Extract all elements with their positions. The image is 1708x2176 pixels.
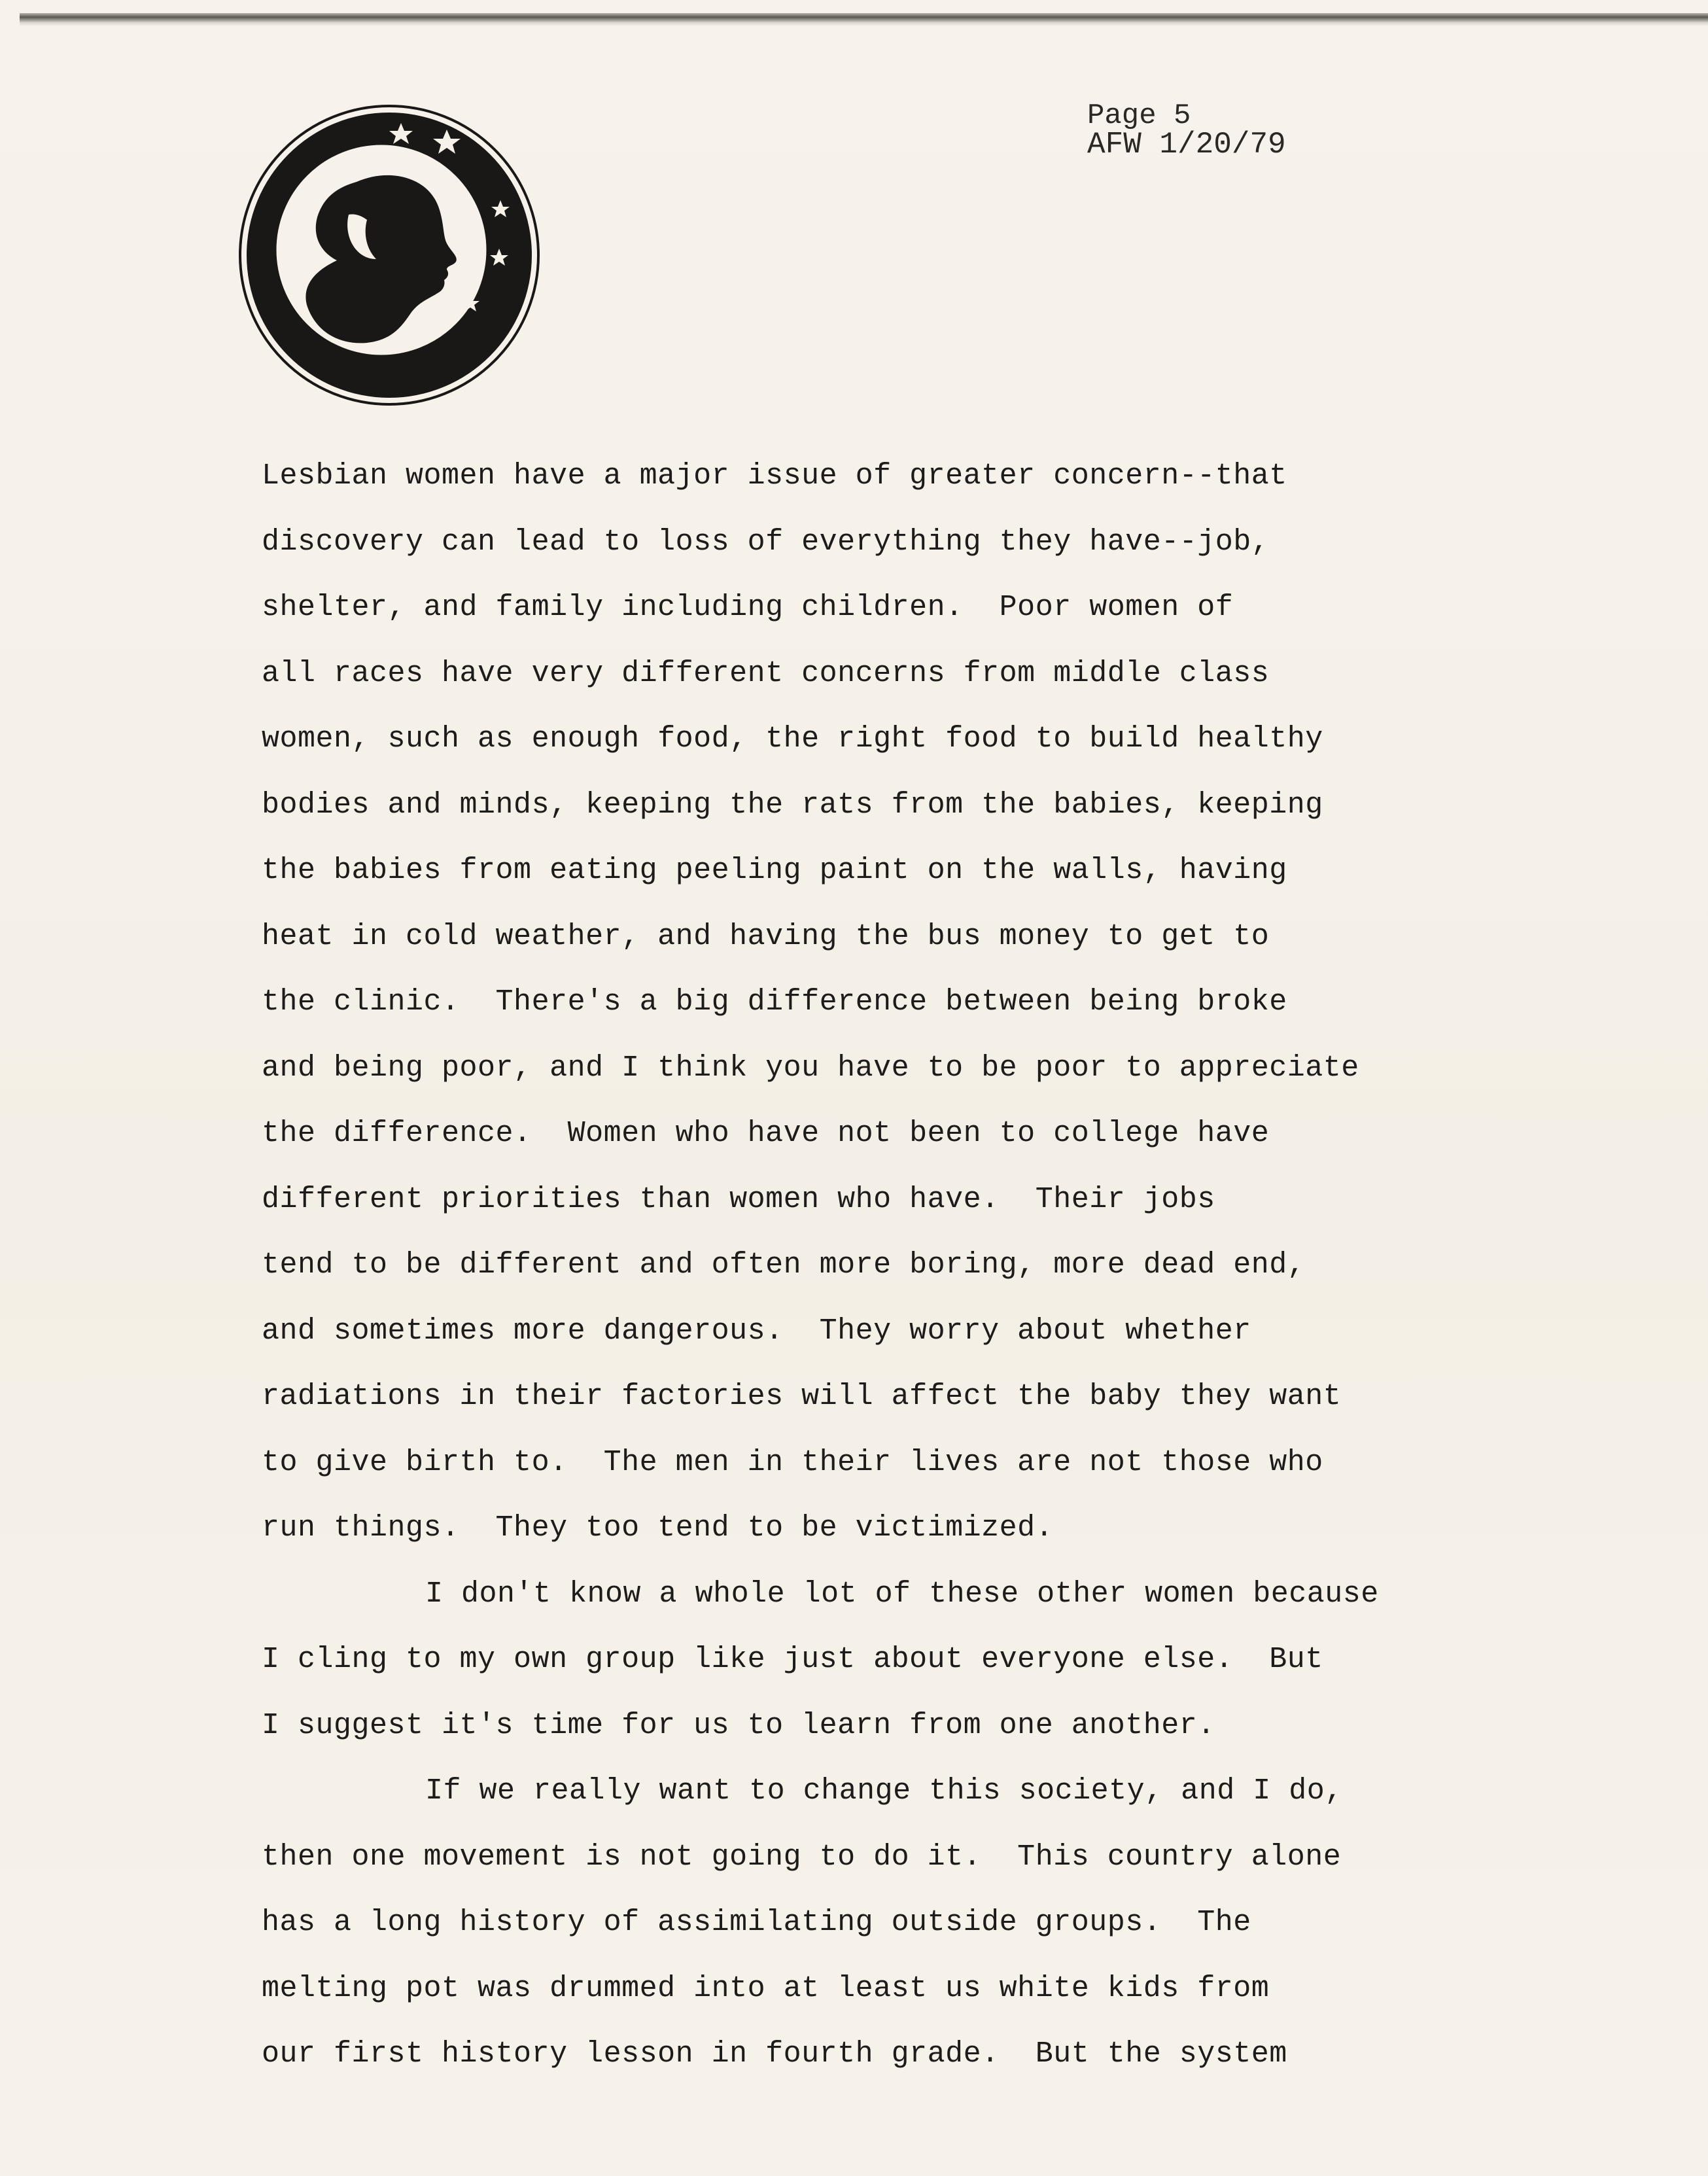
text-line: women, such as enough food, the right food to build healthy [262,722,1323,756]
text-line: shelter, and family including children. Poor women of [262,591,1234,624]
text-line: Lesbian women have a major issue of greater concern--that [262,459,1287,493]
text-line: the difference. Women who have not been to college have [262,1117,1270,1150]
typed-body-text [262,455,1491,2099]
text-line: tend to be different and often more boring, more dead end, [262,1248,1306,1282]
text-line: heat in cold weather, and having the bus money to get to [262,919,1270,953]
text-line: run things. They too tend to be victimized. [262,1511,1054,1545]
text-line: and being poor, and I think you have to be poor to appreciate [262,1051,1359,1085]
crescent-woman-logo-icon [239,105,540,406]
text-line: the clinic. There's a big difference between being broke [262,985,1287,1019]
text-line: and sometimes more dangerous. They worry about whether [262,1314,1251,1348]
paragraph-start-line: If we really want to change this society, and I do, [425,1774,1343,1808]
text-line: I cling to my own group like just about everyone else. But [262,1643,1323,1676]
text-line: to give birth to. The men in their lives are not those who [262,1445,1323,1479]
document-reference: AFW 1/20/79 [1087,128,1286,162]
text-line: the babies from eating peeling paint on the walls, having [262,854,1287,887]
text-line: different priorities than women who have. Their jobs [262,1182,1215,1216]
text-line: then one movement is not going to do it. This country alone [262,1840,1342,1874]
text-line: discovery can lead to loss of everything they have--job, [262,525,1270,559]
page-number: Page 5 [1087,99,1191,132]
top-edge-shadow [20,22,1708,26]
text-line: radiations in their factories will affect the baby they want [262,1380,1342,1413]
text-line: melting pot was drummed into at least us white kids from [262,1971,1270,2005]
text-line: has a long history of assimilating outside groups. The [262,1906,1251,1939]
text-line: all races have very different concerns from middle class [262,656,1270,690]
top-edge-rule [20,13,1708,22]
text-line: I suggest it's time for us to learn from one another. [262,1708,1215,1742]
text-line: our first history lesson in fourth grade. But the system [262,2037,1287,2071]
paragraph-start-line: I don't know a whole lot of these other women because [425,1577,1379,1611]
text-line: bodies and minds, keeping the rats from the babies, keeping [262,788,1323,822]
page-header [1087,99,1286,162]
